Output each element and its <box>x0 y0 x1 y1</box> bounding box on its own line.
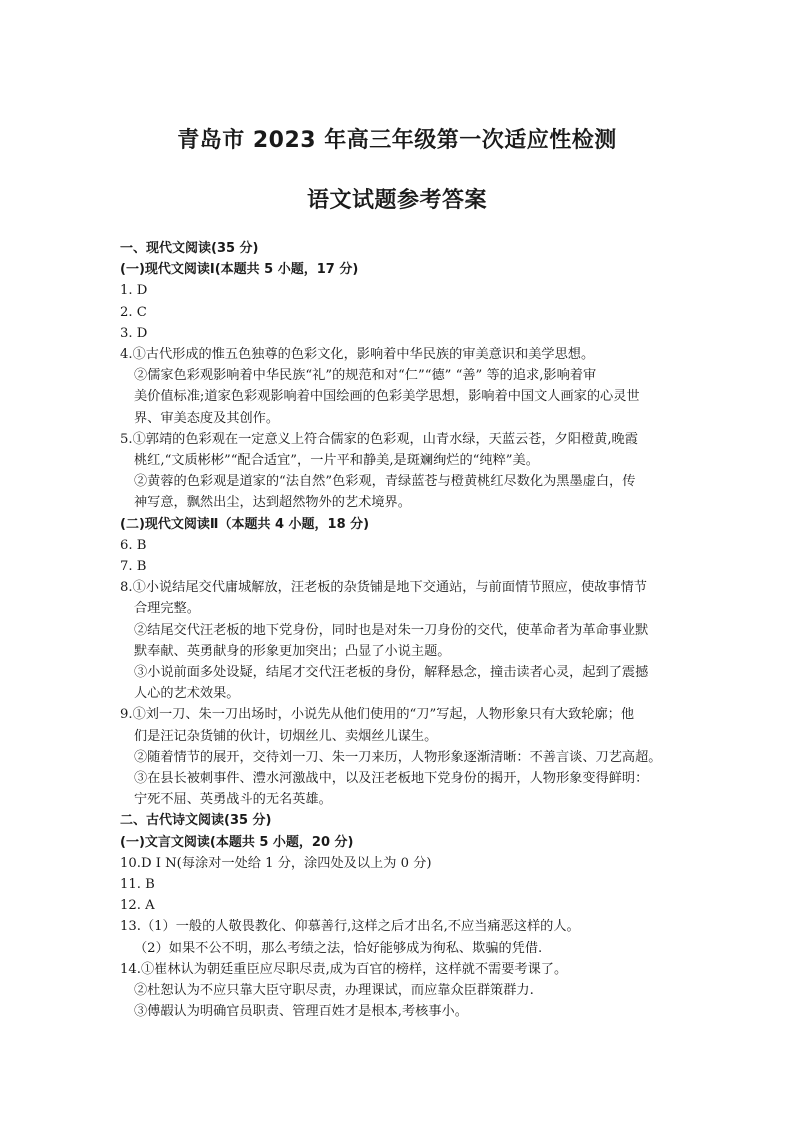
answer-line: （2）如果不公不明，那么考绩之法，恰好能够成为徇私、欺骗的凭借. <box>134 940 543 956</box>
section-heading: (一)文言文阅读(本题共 5 小题，20 分) <box>120 834 354 850</box>
answer-line: 2. C <box>120 304 147 320</box>
answer-line: 10.D I N(每涂对一处给 1 分，涂四处及以上为 0 分) <box>120 855 432 871</box>
answer-line: 12. A <box>120 898 155 914</box>
answer-line: 合理完整。 <box>134 601 200 617</box>
answer-line: 13.（1）一般的人敬畏教化、仰慕善行,这样之后才出名,不应当痛恶这样的人。 <box>120 919 580 935</box>
section-heading: (二)现代文阅读Ⅱ（本题共 4 小题，18 分) <box>120 516 370 532</box>
answer-line: ②杜恕认为不应只靠大臣守职尽责，办理课试，而应靠众臣群策群力. <box>134 983 534 998</box>
document-subtitle: 语文试题参考答案 <box>306 188 487 213</box>
answer-line: 桃红,“文质彬彬”“配合适宜”，一片平和静美,是斑斓绚烂的“纯粹”美。 <box>134 453 539 468</box>
answer-line: 4.①古代形成的惟五色独尊的色彩文化，影响着中华民族的审美意识和美学思想。 <box>120 347 595 362</box>
answer-line: ③在县长被刺事件、澧水河激战中，以及汪老板地下党身份的揭开，人物形象变得鲜明： <box>134 771 649 786</box>
answer-line: 8.①小说结尾交代庸城解放，汪老板的杂货铺是地下交通站，与前面情节照应，使故事情节 <box>120 580 647 596</box>
answer-line: 宁死不屈、英勇战斗的无名英雄。 <box>134 792 332 808</box>
answer-line: 7. B <box>120 559 147 574</box>
answer-line: ③小说前面多处设疑，结尾才交代汪老板的身份，解释悬念，撞击读者心灵，起到了震撼 <box>134 665 649 680</box>
answer-line: 美价值标准;道家色彩观影响着中国绘画的色彩美学思想，影响着中国文人画家的心灵世 <box>134 389 640 405</box>
answer-line: 人心的艺术效果。 <box>134 686 240 702</box>
answer-line: ②黄蓉的色彩观是道家的“法自然”色彩观，青绿蓝苍与橙黄桃红尽数化为黑墨虚白，传 <box>134 474 636 490</box>
answer-line: 14.①崔林认为朝廷重臣应尽职尽责,成为百官的榜样，这样就不需要考课了。 <box>120 961 568 977</box>
answer-line: 们是汪记杂货铺的伙计，切烟丝儿、卖烟丝儿谋生。 <box>134 728 438 744</box>
section-heading: 二、古代诗文阅读(35 分) <box>120 813 272 829</box>
section-heading: (一)现代文阅读Ⅰ(本题共 5 小题，17 分) <box>120 262 359 278</box>
answer-line: 9.①刘一刀、朱一刀出场时，小说先从他们使用的“刀”写起，人物形象只有大致轮廓；他 <box>120 707 634 723</box>
answer-line: 神写意，飘然出尘，达到超然物外的艺术境界。 <box>134 495 411 511</box>
answer-line: 界、审美态度及其创作。 <box>134 410 280 426</box>
answer-line: ②随着情节的展开，交待刘一刀、朱一刀来历，人物形象逐渐清晰：不善言谈、刀艺高超。 <box>134 749 662 765</box>
answer-line: 3. D <box>120 325 148 341</box>
answer-line: ②结尾交代汪老板的地下党身份，同时也是对朱一刀身份的交代，使革命者为革命事业默 <box>134 622 649 638</box>
answer-line: ②儒家色彩观影响着中华民族“礼”的规范和对“仁”“德” “善” 等的追求,影响着审 <box>134 368 597 384</box>
document-title: 青岛市 2023 年高三年级第一次适应性检测 <box>177 128 617 153</box>
answer-line: ③傅嘏认为明确官员职责、管理百姓才是根本,考核事小。 <box>134 1004 468 1020</box>
answer-line: 11. B <box>120 877 155 892</box>
section-heading: 一、现代文阅读(35 分) <box>120 241 259 256</box>
answer-line: 1. D <box>120 283 148 299</box>
answer-line: 5.①郭靖的色彩观在一定意义上符合儒家的色彩观，山青水绿，天蓝云苍，夕阳橙黄,晚霞 <box>120 431 638 447</box>
answer-line: 6. B <box>120 537 147 553</box>
answer-line: 默奉献、英勇献身的形象更加突出；凸显了小说主题。 <box>134 643 451 659</box>
